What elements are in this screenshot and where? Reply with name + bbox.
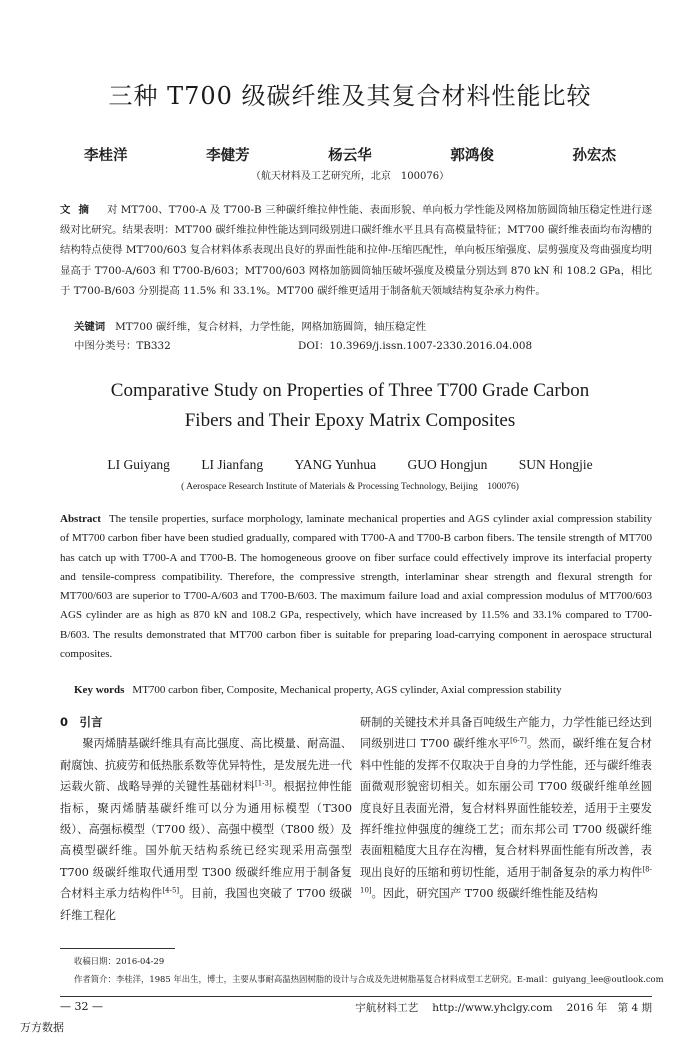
citation: [6-7] xyxy=(510,736,527,745)
en-abstract-label: Abstract xyxy=(60,513,101,525)
page-number: — 32 — xyxy=(60,1000,103,1013)
en-author-list xyxy=(0,457,700,473)
en-keywords-text: MT700 carbon fiber, Composite, Mechanical property, AGS cylinder, Axial compression stability xyxy=(132,684,562,696)
body-paragraph: 聚丙烯腈基碳纤维具有高比强度、高比模量、耐高温、耐腐蚀、抗疲劳和低热胀系数等优异特性，是发展先进一代运载火箭、战略导弹的关键性基础材料[1-3]。根据拉伸性能指标，聚丙烯腈基碳纤维可以分为通用标模型（T300 级）、高强标模型（T700 级）、高强中模型（T800 级）及高模型碳纤维。国外航天结构系统已经实现采用高强型 T700 级碳纤维取代通用型 T300 级碳纤维应用于制备复合材料主承力结构件[4-5]。目前，我国也突破了 T700 级碳纤维工程化 xyxy=(60,737,352,922)
cn-author: 孙宏杰 xyxy=(572,147,616,164)
en-title xyxy=(0,376,700,436)
journal-issue: 2016 年 第 4 期 xyxy=(566,1002,652,1014)
footnote-author-info: 作者简介：李桂洋，1985 年出生，博士，主要从事耐高温热固树脂的设计与合成及先进树脂基复合材料成型工艺研究。E-mail：guiyang_lee@outlook.com xyxy=(74,974,664,984)
journal-url[interactable]: http://www.yhclgy.com xyxy=(432,1002,553,1014)
cn-keywords-label: 关键词 xyxy=(74,321,106,333)
en-title-line1: Comparative Study on Properties of Three T700 Grade Carbon xyxy=(110,380,590,401)
en-author: YANG Yunhua xyxy=(294,457,377,472)
footnote-divider xyxy=(60,948,175,949)
cn-author: 郭鸿俊 xyxy=(450,147,494,164)
citation: [1-3] xyxy=(254,779,272,788)
en-author: SUN Hongjie xyxy=(518,457,593,472)
cn-abstract-text: 对 MT700、T700-A 及 T700-B 三种碳纤维拉伸性能、表面形貌、单向板力学性能及网格加筋圆筒轴压稳定性进行逐级对比研究。结果表明：MT700 碳纤维拉伸性能达到同级别进口碳纤维水平且具有高模量特征；MT700 碳纤维表面均布沟槽的结构特点使得 MT700/603 复合材料体系表现出良好的界面性能和拉伸-压缩匹配性，单向板压缩强度、层剪强度及弯曲强度均明显高于 T700-A/603 和 T700-B/603；MT700/603 网格加筋圆筒轴压破坏强度及模量分别达到 870 kN 和 108.2 GPa，相比于 T700-B/603 分别提高 11.5% 和 33.1%。MT700 碳纤维更适用于制备航天领域结构复杂承力构件。 xyxy=(60,204,653,297)
citation: [4-5] xyxy=(162,886,180,895)
footer-divider xyxy=(60,996,652,997)
cn-author: 李健芳 xyxy=(206,147,250,164)
footnote-received: 收稿日期：2016-04-29 xyxy=(74,956,165,966)
en-author: LI Guiyang xyxy=(107,457,170,472)
body-column-left xyxy=(60,712,352,926)
cn-affiliation: （航天材料及工艺研究所，北京 100076） xyxy=(250,171,450,182)
en-author: GUO Hongjun xyxy=(407,457,488,472)
cn-author-list xyxy=(0,144,700,165)
en-title-line2: Fibers and Their Epoxy Matrix Composites xyxy=(184,410,516,431)
section-heading: 0 引言 xyxy=(60,715,103,729)
en-keywords xyxy=(74,684,654,696)
source-watermark: 万方数据 xyxy=(20,1021,64,1034)
cn-keywords xyxy=(74,318,426,333)
body-column-right xyxy=(360,712,652,905)
cn-author: 杨云华 xyxy=(328,147,372,164)
en-affiliation: ( Aerospace Research Institute of Materials & Processing Technology, Beijing 100076) xyxy=(181,482,519,492)
cn-keywords-text: MT700 碳纤维，复合材料，力学性能，网格加筋圆筒，轴压稳定性 xyxy=(115,321,427,333)
citation: [8-10] xyxy=(360,865,652,895)
journal-name: 宇航材料工艺 xyxy=(355,1002,419,1014)
journal-footer xyxy=(341,1000,652,1015)
cn-abstract xyxy=(60,200,652,301)
cn-title: 三种 T700 级碳纤维及其复合材料性能比较 xyxy=(108,82,592,110)
doi: DOI：10.3969/j.issn.1007-2330.2016.04.008 xyxy=(298,340,533,352)
cn-clc: 中图分类号：TB332 xyxy=(74,340,171,352)
cn-author: 李桂洋 xyxy=(84,147,128,164)
cn-abstract-label: 文摘 xyxy=(60,204,97,216)
en-abstract-text: The tensile properties, surface morphology, laminate mechanical properties and AGS cylinder axial compression stability of MT700 carbon fiber have been studied gradually, compared with T700-A and T700-B carbon fibers. The tensile strength of MT700 has catch up with T700-A and T700-B. The homogeneous groove on fiber surface could effectively improve its interfacial property and tensile-compress compatibility. Therefore, the compressive strength, interlaminar shear strength and flexural strength for MT700/603 are superior to T700-A/603 and T700-B/603. The maximum failure load and axial compression modulus of MT700/603 AGS cylinder are as high as 870 kN and 108.2 GPa, respectively, which have increased by 11.5% and 33.1% compared to T700-B/603. The results demonstrated that MT700 carbon fiber is suitable for preparing load-carrying component in aerospace structural composites. xyxy=(60,513,652,661)
en-keywords-label: Key words xyxy=(74,684,125,696)
body-paragraph: 研制的关键技术并具备百吨级生产能力，力学性能已经达到同级别进口 T700 碳纤维水平[6-7]。然而，碳纤维在复合材料中性能的发挥不仅取决于自身的力学性能，还与碳纤维表面微观形貌密切相关。如东丽公司 T700 级碳纤维单丝圆度良好且表面光滑，复合材料界面性能较差，适用于主要发挥纤维拉伸强度的缠绕工艺；而东邦公司 T700 级碳纤维表面粗糙度大且存在沟槽，复合材料界面性能有所改善，表现出良好的压缩和剪切性能，适用于制备复杂的承力构件[8-10]。因此，研究国产 T700 级碳纤维性能及结构 xyxy=(360,716,652,901)
en-abstract xyxy=(60,510,652,664)
en-author: LI Jianfang xyxy=(201,457,264,472)
